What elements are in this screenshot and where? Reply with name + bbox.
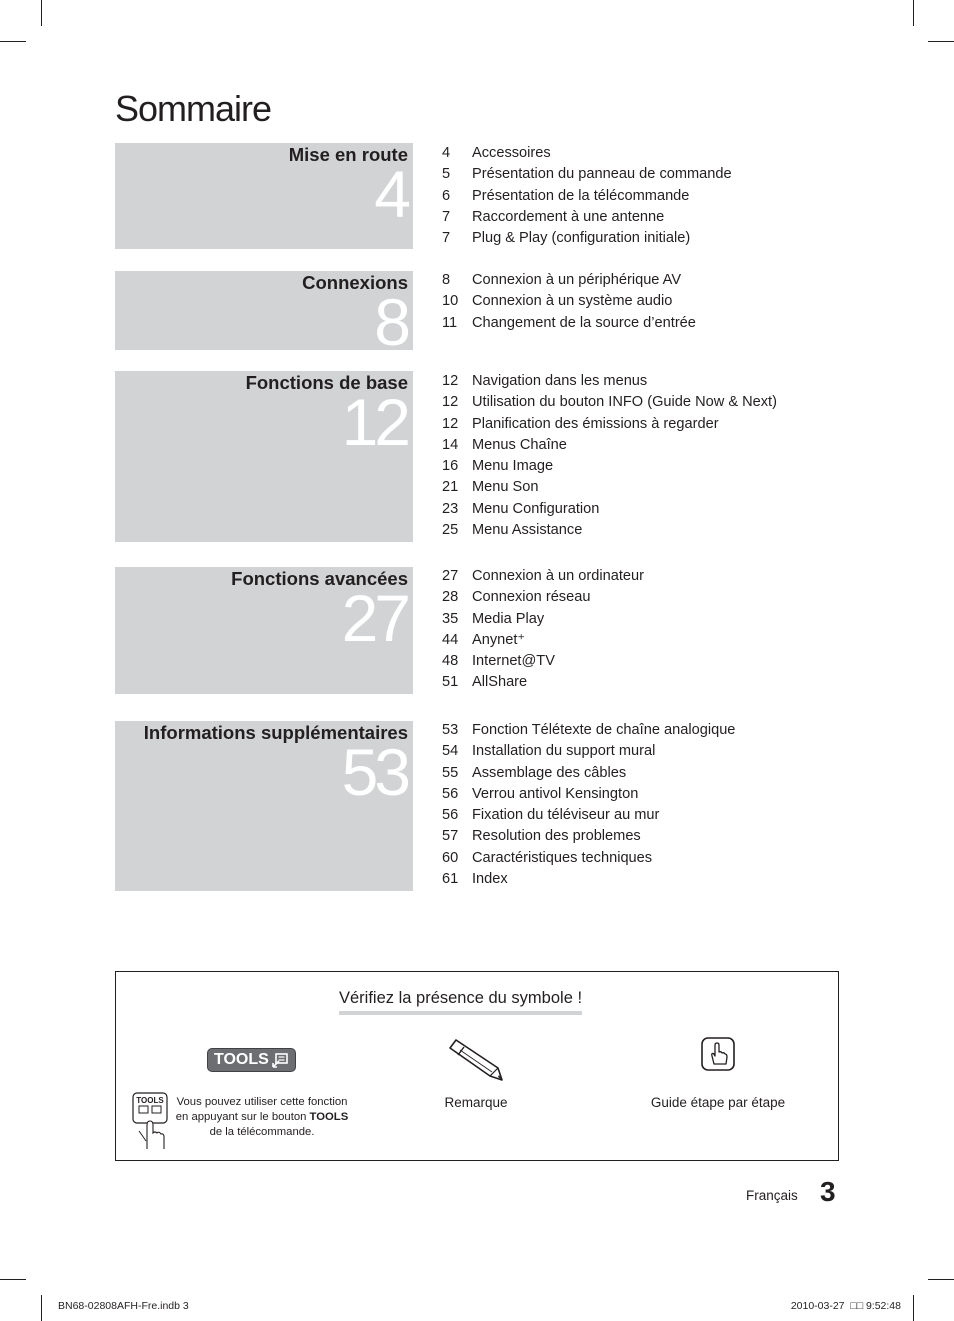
toc-page-number: 35 — [442, 610, 459, 627]
toc-item[interactable] — [442, 313, 696, 334]
symbol-legend-box — [115, 971, 839, 1161]
toc-entry-text: Connexion réseau — [472, 589, 591, 606]
toc-entry-text: Resolution des problemes — [472, 828, 641, 845]
toc-page-number: 23 — [442, 500, 459, 517]
step-hand-icon — [700, 1036, 736, 1072]
toc-item[interactable] — [442, 630, 644, 651]
toc-list-fonctions-avancees — [442, 566, 644, 694]
page-number: 3 — [820, 1176, 836, 1207]
section-title: Fonctions avancées — [231, 568, 408, 589]
toc-item[interactable] — [442, 164, 732, 185]
footer-file-info: BN68-02808AFH-Fre.indb 3 — [58, 1300, 189, 1312]
section-title: Informations supplémentaires — [143, 722, 408, 743]
toc-page-number: 25 — [442, 522, 459, 539]
toc-entry-text: Menus Chaîne — [472, 436, 567, 453]
toc-page-number: 11 — [442, 314, 458, 331]
toc-item[interactable] — [442, 848, 735, 869]
toc-item[interactable] — [442, 435, 777, 456]
toc-item[interactable] — [442, 869, 735, 890]
toc-item[interactable] — [442, 371, 777, 392]
toc-page-number: 53 — [442, 722, 459, 738]
toc-list-informations-supplementaires — [442, 720, 735, 890]
toc-entry-text: Menu Image — [472, 458, 554, 475]
toc-entry-text: Fonction Télétexte de chaîne analogique — [472, 722, 736, 738]
section-number: 53 — [341, 735, 407, 809]
toc-page-number: 48 — [442, 653, 459, 670]
toc-list-mise-en-route — [442, 143, 732, 249]
toc-page-number: 56 — [442, 807, 459, 824]
tools-desc-part1: Vous pouvez utiliser cette fonction en appuyant sur le bouton — [175, 1096, 348, 1123]
toc-item[interactable] — [442, 651, 644, 672]
section-title: Fonctions de base — [245, 372, 408, 393]
toc-page-number: 10 — [442, 293, 459, 310]
guide-label: Guide étape par étape — [650, 1095, 786, 1110]
toc-list-connexions — [442, 270, 696, 334]
toc-item[interactable] — [442, 784, 735, 805]
toc-page-number: 54 — [442, 743, 459, 760]
toc-entry-text: Index — [472, 871, 508, 888]
toc-item[interactable] — [442, 672, 644, 693]
toc-entry-text: Menu Assistance — [472, 522, 583, 539]
toc-entry-text: Installation du support mural — [472, 743, 656, 760]
toc-item[interactable] — [442, 763, 735, 784]
toc-item[interactable] — [442, 741, 735, 762]
toc-item[interactable] — [442, 270, 696, 291]
toc-entry-text: Utilisation du bouton INFO (Guide Now & Next) — [472, 394, 777, 411]
toc-entry-text: AllShare — [472, 674, 528, 691]
toc-item[interactable] — [442, 456, 777, 477]
section-mise-en-route — [115, 143, 413, 249]
toc-item[interactable] — [442, 826, 735, 847]
toc-entry-text: Menu Son — [472, 479, 539, 496]
tools-icon — [271, 1052, 289, 1069]
toc-entry-text: Connexion à un périphérique AV — [472, 272, 682, 288]
symbol-heading: Vérifiez la présence du symbole ! — [339, 989, 582, 1015]
toc-entry-text: Changement de la source d’entrée — [472, 314, 696, 331]
toc-item[interactable] — [442, 520, 777, 541]
toc-item[interactable] — [442, 720, 735, 741]
toc-entry-text: Anynet⁺ — [472, 631, 526, 648]
page-title: Sommaire — [115, 88, 272, 129]
toc-item[interactable] — [442, 805, 735, 826]
toc-entry-text: Internet@TV — [472, 653, 555, 670]
section-fonctions-avancees — [115, 567, 413, 694]
toc-page-number: 12 — [442, 394, 459, 411]
tools-description — [172, 1095, 352, 1140]
section-title: Mise en route — [288, 144, 408, 165]
toc-page-number: 21 — [442, 479, 459, 496]
toc-entry-text: Fixation du téléviseur au mur — [472, 807, 660, 824]
toc-page-number: 4 — [442, 145, 451, 161]
tools-desc-bold: TOOLS — [309, 1111, 349, 1123]
toc-entry-text: Connexion à un ordinateur — [472, 568, 645, 584]
toc-item[interactable] — [442, 477, 777, 498]
toc-page-number: 16 — [442, 458, 459, 475]
footer-timestamp: 2010-03-27 □□ 9:52:48 — [790, 1300, 901, 1312]
toc-entry-text: Menu Configuration — [472, 500, 600, 517]
toc-entry-text: Caractéristiques techniques — [472, 849, 653, 866]
remote-tools-icon — [131, 1091, 171, 1149]
tools-badge — [207, 1048, 296, 1072]
toc-item[interactable] — [442, 609, 644, 630]
toc-entry-text: Présentation de la télécommande — [472, 187, 690, 204]
toc-page-number: 27 — [442, 568, 459, 584]
toc-entry-text: Raccordement à une antenne — [472, 208, 665, 225]
language-label: Français — [746, 1188, 798, 1203]
section-number: 8 — [374, 285, 407, 350]
section-fonctions-de-base — [115, 371, 413, 542]
toc-item[interactable] — [442, 566, 644, 587]
toc-entry-text: Navigation dans les menus — [472, 373, 648, 389]
toc-page-number: 8 — [442, 272, 451, 288]
toc-page-number: 44 — [442, 631, 459, 648]
pencil-icon — [446, 1036, 506, 1082]
toc-item[interactable] — [442, 499, 777, 520]
toc-page-number: 7 — [442, 208, 451, 225]
section-number: 27 — [341, 581, 407, 655]
section-informations-supplementaires — [115, 721, 413, 891]
toc-item[interactable] — [442, 291, 696, 312]
section-number: 12 — [341, 385, 407, 459]
toc-entry-text: Connexion à un système audio — [472, 293, 673, 310]
toc-entry-text: Présentation du panneau de commande — [472, 166, 732, 183]
toc-page-number: 28 — [442, 589, 459, 606]
toc-entry-text: Media Play — [472, 610, 545, 627]
toc-item[interactable] — [442, 392, 777, 413]
toc-entry-text: Planification des émissions à regarder — [472, 415, 719, 432]
toc-item[interactable] — [442, 207, 732, 228]
toc-page-number: 14 — [442, 436, 459, 453]
tools-badge-label: TOOLS — [214, 1051, 269, 1068]
toc-page-number: 7 — [442, 230, 451, 247]
toc-entry-text: Plug & Play (configuration initiale) — [472, 230, 691, 247]
toc-page-number: 51 — [442, 674, 459, 691]
toc-page-number: 55 — [442, 764, 459, 781]
toc-item[interactable] — [442, 186, 732, 207]
toc-page-number: 57 — [442, 828, 459, 845]
tools-desc-part2: de la télécommande. — [209, 1126, 315, 1138]
toc-page-number: 61 — [442, 871, 459, 888]
toc-page-number: 56 — [442, 785, 459, 802]
toc-entry-text: Accessoires — [472, 145, 551, 161]
toc-item[interactable] — [442, 414, 777, 435]
section-title: Connexions — [302, 272, 408, 293]
toc-page-number: 60 — [442, 849, 459, 866]
toc-list-fonctions-de-base — [442, 371, 777, 541]
section-number: 4 — [374, 157, 407, 231]
toc-page-number: 12 — [442, 373, 459, 389]
toc-entry-text: Verrou antivol Kensington — [472, 785, 639, 802]
remarque-label: Remarque — [444, 1095, 508, 1110]
toc-item[interactable] — [442, 228, 732, 249]
remote-tools-label: TOOLS — [136, 1096, 164, 1105]
toc-page-number: 5 — [442, 166, 451, 183]
toc-page-number: 12 — [442, 415, 459, 432]
section-connexions — [115, 271, 413, 350]
toc-page-number: 6 — [442, 187, 451, 204]
toc-item[interactable] — [442, 143, 732, 164]
toc-item[interactable] — [442, 587, 644, 608]
toc-entry-text: Assemblage des câbles — [472, 764, 627, 781]
